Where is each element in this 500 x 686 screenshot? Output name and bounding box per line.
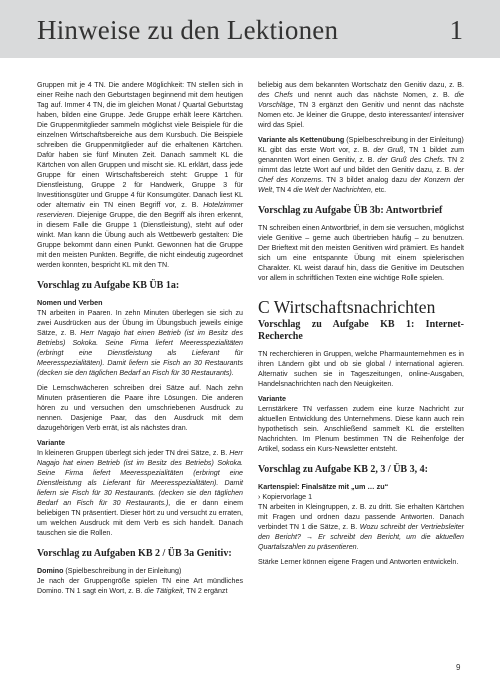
right-column	[258, 80, 464, 572]
subheading: Variante	[37, 438, 65, 447]
paragraph: Die Lernschwächeren schreiben drei Sätze auf. Nach zehn Minuten präsentieren die Paare ihre Lösungen. Die anderen hören zu und versuchen den umschriebenen Ausdruck zu nennen. Dasjenige Paar, das den Ausdruck mit dem dazugehörigen Verb errät, ist als nächstes dran.	[37, 384, 243, 432]
page-number: 9	[456, 663, 461, 672]
paragraph: In kleineren Gruppen überlegt sich jeder TN drei Sätze, z. B. Herr Nagajo hat einen Betrieb (ist im Besitz des Betriebs) Sokoka. Seine Firma liefert Meeresspezialitäten (erbringt eine Dienstleistung als Lieferant für Meeresspezialitäten). Damit liefern sie Fisch für 30 Restaurants. (decken sie den täglichen Bedarf an Fisch für 30 Restaurants.), die er dann einem beliebigen TN präsentiert. Dieser hört zu und versucht zu erraten, um welchen Ausdruck mit dem Verb es sich handelt. Danach tauschen sie die Rollen.	[37, 449, 243, 537]
paragraph: KL gibt das erste Wort vor, z. B. der Gruß, TN 1 bildet zum genannten Wort einen Genitiv, z. B. der Gruß des Chefs. TN 2 nimmt das letzte Wort auf und bildet den Genitiv dazu, z. B. der Chef des Konzerns. TN 3 bildet analog dazu der Konzern der Welt, TN 4 die Welt der Nachrichten, etc.	[258, 146, 465, 194]
subheading: Variante	[258, 394, 286, 403]
section-c-title: C Wirtschaftsnachrichten	[258, 297, 436, 317]
section-heading: Vorschlag zu Aufgaben KB 2 / ÜB 3a Genitiv:	[37, 548, 232, 559]
chapter-number: 1	[449, 15, 463, 45]
subheading: Nomen und Verben	[37, 298, 103, 307]
paragraph: TN arbeiten in Kleingruppen, z. B. zu dritt. Sie erhalten Kärtchen mit Fragen und ordnen dazu passende Antworten. Danach verbindet TN 1 die Sätze, z. B. Wozu schreibt der Vertriebsleiter den Bericht? → Er schreibt den Bericht, um die aktuellen Quartalszahlen zu präsentieren.	[258, 503, 464, 551]
subheading: Kartenspiel: Finalsätze mit „um … zu“	[258, 482, 389, 491]
paragraph: Gruppen mit je 4 TN. Die andere Möglichkeit: TN stellen sich in einer Reihe nach den Geburtstagen beginnend mit dem heutigen Tag auf. Immer 4 TN, die im gleichen Monat / Quartal Geburtstag haben, bilden eine Gruppe. Jede Gruppe erhält leere Kärtchen. Die Gruppenmitglieder sammeln möglichst viele Beispiele für die einzelnen Wirtschaftsbereiche aus dem Kursbuch. Die Beispiele schreiben die Gruppenmitglieder auf die erhaltenen Kärtchen. Dafür haben sie fünf Minuten Zeit. Danach sammelt KL die Kärtchen von allen Gruppen und mischt sie. KL erklärt, dass jede Gruppe für einen Wirtschaftsbereich steht: Gruppe 1 für Dienstleistung, Gruppe 2 für Handwerk, Gruppe 3 für Investitionsgüter und Gruppe 4 für Konsumgüter. Danach liest KL oder alternativ ein TN einen Begriff vor, z. B. Hotelzimmer reservieren. Diejenige Gruppe, die den Begriff als ihren erkennt, in diesem Falle die Gruppe 1 (Dienstleistung), steht auf oder winkt. Man kann die Übung auch als Wettbewerb gestalten: Die Gruppe bekommt dann einen Punkt. Gewonnen hat die Gruppe mit den meisten Punkten. Begriffe, die nicht eindeutig zugeordnet werden konnten, bespricht KL mit den TN.	[37, 81, 243, 269]
paragraph: Lernstärkere TN verfassen zudem eine kurze Nachricht zur aktuellen Entwicklung des Unternehmens. Diese kann auch rein hypothetisch sein. Anschließend sammelt KL die erstellten Nachrichten. Im Plenum bestimmen TN die Reihenfolge der Artikel, sodass ein Kurs-Newsletter entsteht.	[258, 405, 464, 453]
paragraph: TN schreiben einen Antwortbrief, in dem sie versuchen, möglichst viele Genitive – gerne auch übertrieben häufig – zu benutzen. Der Brieftext mit den meisten Genitiven wird prämiert. Es handelt sich um eine entspannte Übung mit einem spielerischen Charakter. KL weist darauf hin, dass die Genitive im Deutschen vor allem in schriftlichen Texten eine wichtige Rolle spielen.	[258, 224, 464, 282]
paragraph: TN recherchieren in Gruppen, welche Pharmaunternehmen es in ihren Ländern gibt und ob sie global / international agieren. Alternativ suchen sie in Tageszeitungen, online-Ausgaben, Handelsnachrichten nach den Neuigkeiten.	[258, 350, 464, 388]
section-heading: Vorschlag zu Aufgabe ÜB 3b: Antwortbrief	[258, 205, 443, 216]
paragraph: Stärke Lerner können eigene Fragen und Antworten entwickeln.	[258, 558, 459, 566]
paragraph: Je nach der Gruppengröße spielen TN eine Art mündliches Domino. TN 1 sagt ein Wort, z. B. die Tätigkeit, TN 2 ergänzt	[37, 577, 243, 595]
paragraph: Domino (Spielbeschreibung in der Einleitung)	[37, 567, 182, 575]
left-column	[37, 80, 243, 601]
page-title: Hinweise zu den Lektionen	[37, 15, 339, 45]
section-heading: Vorschlag zu Aufgabe KB ÜB 1a:	[37, 280, 180, 291]
page-header	[0, 0, 500, 58]
copy-template-reference: › Kopiervorlage 1	[258, 493, 313, 501]
section-heading: Vorschlag zu Aufgabe KB 1: Internet-Recherche	[258, 319, 464, 342]
section-heading: Vorschlag zu Aufgabe KB 2, 3 / ÜB 3, 4:	[258, 464, 428, 475]
subheading: Variante als Kettenübung (Spielbeschreibung in der Einleitung)	[258, 135, 464, 144]
paragraph: TN arbeiten in Paaren. In zehn Minuten überlegen sie sich zu zwei Ausdrücken aus der Übung im Übungsbuch jeweils einige Sätze, z. B. Herr Nagajo hat einen Betrieb (ist im Besitz des Betriebs) Sokoka. Seine Firma liefert Meeresspezialitäten (erbringt eine Dienstleistung als Lieferant für Meeresspezialitäten). Damit liefern sie Fisch an 30 Restaurants (decken sie den täglichen Bedarf an Fisch für 30 Restaurants).	[37, 309, 243, 377]
paragraph: beliebig aus dem bekannten Wortschatz den Genitiv dazu, z. B. des Chefs und nennt auch das nächste Nomen, z. B. die Vorschläge, TN 3 ergänzt den Genitiv und nennt das nächste Nomen etc. Je kleiner die Gruppe, desto interessanter/ intensiver wird das Spiel.	[258, 81, 464, 129]
